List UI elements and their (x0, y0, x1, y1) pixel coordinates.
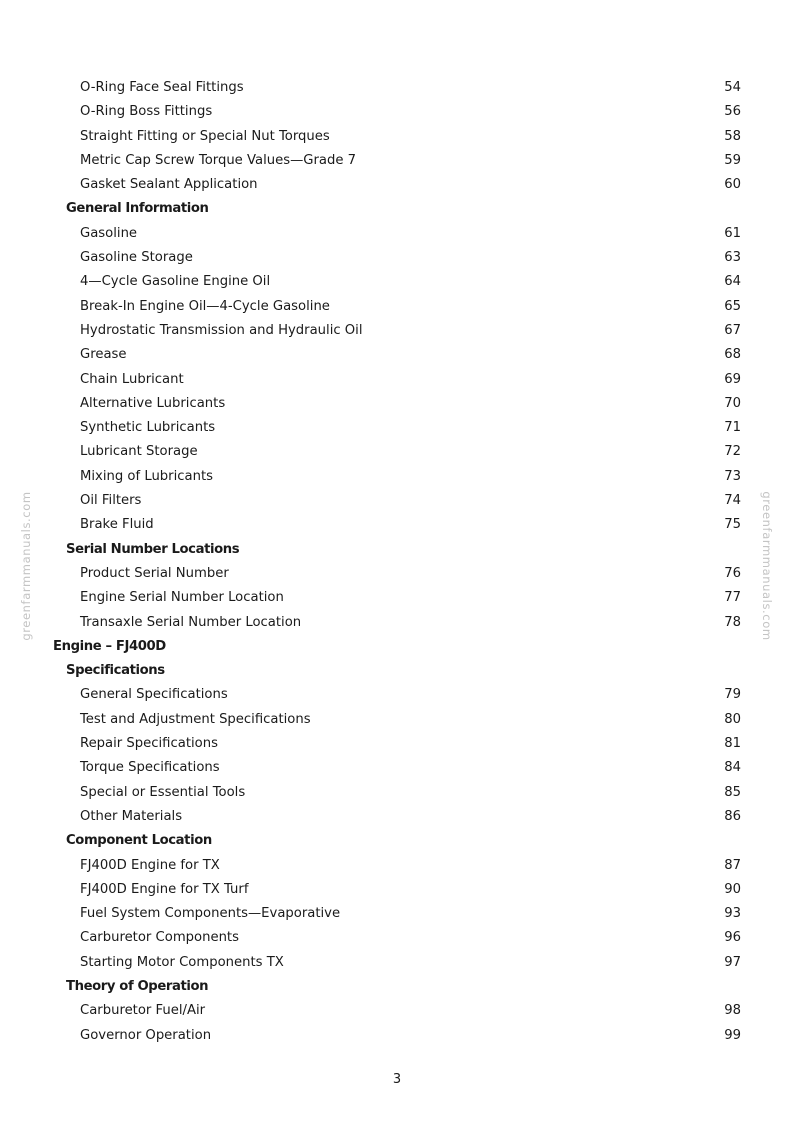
toc-entry-page: 63 (724, 250, 741, 266)
toc-entry-page: 56 (724, 104, 741, 120)
toc-entry[interactable] (0, 416, 794, 440)
toc-section (0, 975, 794, 999)
toc-entry[interactable] (0, 270, 794, 294)
toc-entry[interactable] (0, 756, 794, 780)
toc-entry-page: 69 (724, 371, 741, 387)
toc-entry[interactable] (0, 246, 794, 270)
toc-entry-page: 61 (724, 225, 741, 241)
toc-entry[interactable] (0, 440, 794, 464)
toc-entry-page: 70 (724, 395, 741, 411)
watermark-right: greenfarmmanuals.com (760, 491, 774, 641)
toc-entry-title: Lubricant Storage (80, 444, 198, 460)
toc-entry[interactable] (0, 222, 794, 246)
toc-entry-title: Carburetor Components (80, 930, 239, 946)
toc-entry-title: Test and Adjustment Specifications (80, 711, 311, 727)
toc-entry-title: Engine Serial Number Location (80, 590, 284, 606)
toc-entry-page: 98 (724, 1003, 741, 1019)
toc-entry-page: 84 (724, 760, 741, 776)
toc-entry-title: Theory of Operation (66, 978, 209, 994)
toc-entry-title: Engine – FJ400D (53, 638, 166, 654)
toc-entry[interactable] (0, 343, 794, 367)
toc-entry[interactable] (0, 125, 794, 149)
toc-entry[interactable] (0, 683, 794, 707)
toc-entry[interactable] (0, 1024, 794, 1048)
toc-entry-title: Torque Specifications (80, 760, 220, 776)
toc-entry-page: 60 (724, 177, 741, 193)
toc-entry[interactable] (0, 902, 794, 926)
toc-entry[interactable] (0, 295, 794, 319)
toc-entry-page: 80 (724, 711, 741, 727)
toc-entry-page: 78 (724, 614, 741, 630)
toc-entry[interactable] (0, 489, 794, 513)
toc-entry-page: 67 (724, 322, 741, 338)
toc-entry[interactable] (0, 319, 794, 343)
toc-entry[interactable] (0, 76, 794, 100)
toc-entry-page: 76 (724, 565, 741, 581)
toc-entry-title: Hydrostatic Transmission and Hydraulic Oil (80, 322, 363, 338)
watermark-left: greenfarmmanuals.com (19, 491, 33, 641)
toc-entry-title: Gasoline Storage (80, 250, 193, 266)
toc-entry-page: 96 (724, 930, 741, 946)
toc-entry-title: Serial Number Locations (66, 541, 240, 557)
toc-entry-title: Break-In Engine Oil—4-Cycle Gasoline (80, 298, 330, 314)
toc-entry-title: General Specifications (80, 687, 228, 703)
toc-entry-title: Mixing of Lubricants (80, 468, 213, 484)
toc-entry-page: 75 (724, 517, 741, 533)
table-of-contents (0, 76, 794, 1048)
toc-entry-page: 77 (724, 590, 741, 606)
toc-entry-page: 65 (724, 298, 741, 314)
toc-entry-title: Straight Fitting or Special Nut Torques (80, 128, 330, 144)
toc-entry[interactable] (0, 805, 794, 829)
toc-entry-title: Grease (80, 347, 127, 363)
toc-entry-page: 99 (724, 1027, 741, 1043)
toc-entry-page: 71 (724, 420, 741, 436)
page-number: 3 (392, 1072, 402, 1087)
toc-entry-title: Transaxle Serial Number Location (80, 614, 302, 630)
toc-entry-title: Specifications (66, 663, 165, 679)
toc-entry[interactable] (0, 173, 794, 197)
toc-entry[interactable] (0, 732, 794, 756)
toc-entry-title: Synthetic Lubricants (80, 420, 216, 436)
toc-entry-page: 93 (724, 906, 741, 922)
toc-entry[interactable] (0, 611, 794, 635)
toc-entry-page: 86 (724, 808, 741, 824)
toc-entry-title: 4—Cycle Gasoline Engine Oil (80, 274, 271, 290)
toc-section (0, 829, 794, 853)
toc-entry-page: 72 (724, 444, 741, 460)
toc-entry-page: 54 (724, 80, 741, 95)
toc-entry-page: 79 (724, 687, 741, 703)
toc-entry-page: 81 (724, 736, 741, 752)
toc-entry-title: Starting Motor Components TX (80, 954, 284, 970)
toc-entry-page: 87 (724, 857, 741, 873)
toc-entry-title: Brake Fluid (80, 517, 154, 533)
toc-entry-title: Other Materials (80, 808, 183, 824)
toc-entry-title: FJ400D Engine for TX Turf (80, 881, 249, 897)
toc-section (0, 538, 794, 562)
toc-entry[interactable] (0, 392, 794, 416)
toc-entry[interactable] (0, 100, 794, 124)
toc-entry-title: O-Ring Face Seal Fittings (80, 80, 244, 95)
toc-entry-page: 90 (724, 881, 741, 897)
toc-entry[interactable] (0, 781, 794, 805)
toc-entry[interactable] (0, 562, 794, 586)
toc-entry[interactable] (0, 951, 794, 975)
toc-entry[interactable] (0, 878, 794, 902)
toc-entry-page: 73 (724, 468, 741, 484)
toc-entry-title: Repair Specifications (80, 736, 218, 752)
toc-entry[interactable] (0, 999, 794, 1023)
toc-entry-title: Metric Cap Screw Torque Values—Grade 7 (80, 152, 357, 168)
toc-entry[interactable] (0, 513, 794, 537)
toc-entry-title: Gasket Sealant Application (80, 177, 258, 193)
toc-entry-page: 85 (724, 784, 741, 800)
toc-section (0, 659, 794, 683)
toc-entry-title: Carburetor Fuel/Air (80, 1003, 206, 1019)
toc-entry[interactable] (0, 368, 794, 392)
toc-entry-title: Gasoline (80, 225, 138, 241)
toc-entry[interactable] (0, 149, 794, 173)
toc-entry-page: 59 (724, 152, 741, 168)
toc-entry-title: Fuel System Components—Evaporative (80, 906, 341, 922)
toc-entry-page: 97 (724, 954, 741, 970)
toc-entry[interactable] (0, 465, 794, 489)
toc-entry-title: O-Ring Boss Fittings (80, 104, 213, 120)
toc-entry-title: Component Location (66, 833, 212, 849)
toc-entry-page: 58 (724, 128, 741, 144)
toc-entry-title: Chain Lubricant (80, 371, 184, 387)
toc-entry[interactable] (0, 586, 794, 610)
toc-chapter (0, 635, 794, 659)
toc-section (0, 197, 794, 221)
toc-entry-title: Product Serial Number (80, 565, 229, 581)
toc-entry-title: Special or Essential Tools (80, 784, 246, 800)
toc-entry[interactable] (0, 926, 794, 950)
toc-entry-title: FJ400D Engine for TX (80, 857, 220, 873)
toc-entry-page: 64 (724, 274, 741, 290)
toc-entry[interactable] (0, 708, 794, 732)
toc-entry-title: Governor Operation (80, 1027, 212, 1043)
toc-entry-title: General Information (66, 201, 209, 217)
toc-entry[interactable] (0, 854, 794, 878)
toc-entry-page: 74 (724, 493, 741, 509)
toc-entry-page: 68 (724, 347, 741, 363)
toc-entry-title: Oil Filters (80, 493, 142, 509)
toc-entry-title: Alternative Lubricants (80, 395, 226, 411)
